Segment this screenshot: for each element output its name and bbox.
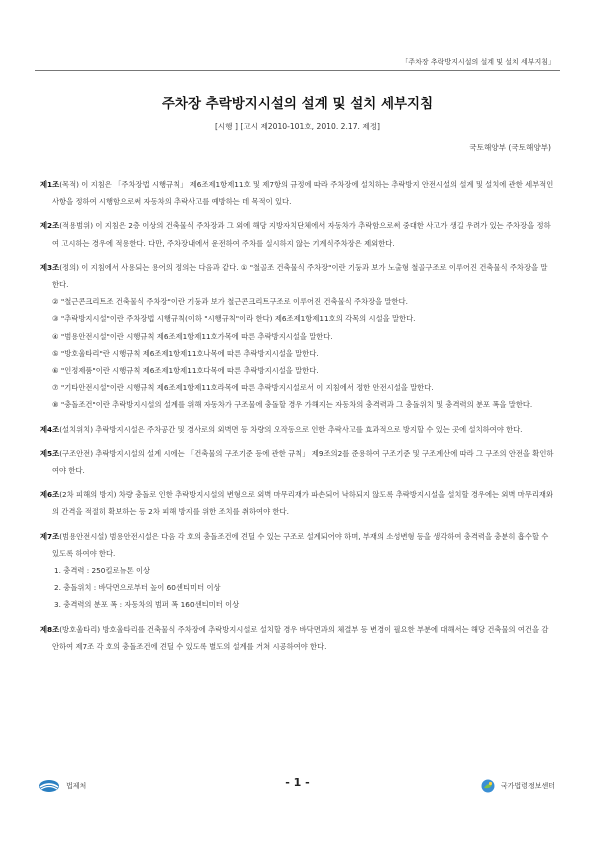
article-text: (구조안전) 추락방지시설의 설계 시에는 「건축물의 구조기준 등에 관한 규칙」 제9조의2를 준용하여 구조기준 및 구조계산에 따라 그 구조의 안전을 확인하여야 한다. bbox=[52, 448, 554, 476]
article-number: 제5조 bbox=[40, 448, 60, 458]
definition-item: ⑤ "방호울타리"란 시행규칙 제6조제1항제11호나목에 따른 추락방지시설을 말한다. bbox=[52, 348, 319, 358]
condition-item: 1. 충격력 : 250킬로뉴톤 이상 bbox=[54, 566, 151, 576]
article-2 bbox=[40, 217, 554, 251]
article-6 bbox=[40, 486, 554, 520]
document-body bbox=[40, 176, 554, 662]
definition-item: ④ "범용안전시설"이란 시행규칙 제6조제1항제11호가목에 따른 추락방지시설을 말한다. bbox=[52, 331, 333, 341]
running-header: 「주차장 추락방지시설의 설계 및 설치 세부지침」 bbox=[401, 58, 555, 66]
article-text: (설치위치) 추락방지시설은 주차공간 및 경사로의 외벽면 등 차량의 오작동으로 인한 추락사고를 효과적으로 방지할 수 있는 곳에 설치하여야 한다. bbox=[59, 424, 523, 434]
document-meta: [시행 ] [고시 제2010-101호, 2010. 2.17. 제정] bbox=[214, 122, 381, 131]
article-number: 제8조 bbox=[40, 624, 60, 634]
definition-item: ⑧ "충돌조건"이란 추락방지시설의 설계를 위해 자동차가 구조물에 충돌할 경우 가해지는 자동차의 충격력과 그 충돌위치 및 충격력의 분포 폭을 말한다. bbox=[52, 400, 533, 410]
page-number: - 1 - bbox=[285, 776, 310, 789]
law-center-logo-icon bbox=[481, 779, 495, 793]
article-8 bbox=[40, 621, 554, 655]
article-3 bbox=[40, 259, 554, 414]
article-5 bbox=[40, 445, 554, 479]
article-text: (방호울타리) 방호울타리를 건축물식 주차장에 추락방지시설로 설치할 경우 바닥면과의 체결부 등 변경이 필요한 부분에 대해서는 해당 건축물의 여건을 감안하여 제7조 각 호의 충돌조건에 견딜 수 있도록 별도의 설계를 거쳐 시공하여야 한다. bbox=[52, 624, 549, 651]
article-number: 제3조 bbox=[40, 262, 60, 272]
ministry-label: 국토해양부 (국토해양부) bbox=[469, 143, 551, 152]
footer-right-label: 국가법령정보센터 bbox=[500, 782, 555, 790]
definition-item: ② "철근콘크리트조 건축물식 주차장"이란 기둥과 보가 철근콘크리트구조로 이루어진 건축물식 주차장을 말한다. bbox=[52, 297, 408, 307]
article-number: 제1조 bbox=[40, 180, 60, 189]
article-4 bbox=[40, 421, 554, 438]
article-text: (정의) 이 지침에서 사용되는 용어의 정의는 다음과 같다. ① "철골조 건축물식 주차장"이란 기둥과 보가 노출형 철골구조로 이루어진 건축물식 주차장을 말한다. bbox=[52, 262, 548, 290]
article-number: 제6조 bbox=[40, 490, 60, 500]
definition-item: ③ "추락방지시설"이란 주차장법 시행규칙(이하 "시행규칙"이라 한다) 제6조제1항제11호의 각목의 시설을 말한다. bbox=[52, 314, 416, 324]
article-7 bbox=[40, 528, 554, 614]
article-text: (적용범위) 이 지침은 2층 이상의 건축물식 주차장과 그 외에 해당 지방자치단체에서 자동차가 추락함으로써 중대한 사고가 생길 우려가 있는 주차장을 정하여 고시하는 경우에 적용한다. 다만, 주차장내에서 운전하여 주차를 실시하지 않는 기계식주차장은 제외한다. bbox=[52, 221, 551, 248]
header-divider bbox=[35, 70, 560, 71]
article-number: 제2조 bbox=[40, 221, 60, 231]
definition-item: ⑦ "기타안전시설"이란 시행규칙 제6조제1항제11호라목에 따른 추락방지시설로서 이 지침에서 정한 안전시설을 말한다. bbox=[52, 383, 434, 393]
article-text: (2차 피해의 방지) 차량 충돌로 인한 추락방지시설의 변형으로 외벽 마무리재가 파손되어 낙하되지 않도록 추락방지시설을 설치할 경우에는 외벽 마무리재와의 간격을 적절히 확보하는 등 2차 피해 방지를 위한 조치를 취하여야 한다. bbox=[52, 490, 554, 517]
article-1 bbox=[40, 176, 554, 210]
condition-item: 3. 충격력의 분포 폭 : 자동차의 범퍼 폭 160센티미터 이상 bbox=[54, 600, 240, 610]
footer-right bbox=[481, 779, 555, 793]
document-title: 주차장 추락방지시설의 설계 및 설치 세부지침 bbox=[161, 96, 434, 112]
condition-item: 2. 충돌위치 : 바닥면으로부터 높이 60센티미터 이상 bbox=[54, 583, 221, 593]
article-text: (목적) 이 지침은 「주차장법 시행규칙」 제6조제1항제11호 및 제7항의 규정에 따라 주차장에 설치하는 추락방지 안전시설의 설계 및 설치에 관한 세부적인 사항을 정하여 시행함으로써 자동차의 추락사고를 예방하는 데 목적이 있다. bbox=[52, 180, 554, 207]
article-number: 제4조 bbox=[40, 424, 60, 434]
footer-left-label: 법제처 bbox=[66, 782, 87, 790]
definition-item: ⑥ "인정제품"이란 시행규칙 제6조제1항제11호다목에 따른 추락방지시설을 말한다. bbox=[52, 366, 319, 376]
article-text: (범용안전시설) 범용안전시설은 다음 각 호의 충돌조건에 견딜 수 있는 구조로 설계되어야 하며, 부재의 소성변형 등을 생각하여 충격력을 충분히 흡수할 수 있도록 하여야 한다. bbox=[52, 531, 549, 558]
article-number: 제7조 bbox=[40, 531, 60, 541]
